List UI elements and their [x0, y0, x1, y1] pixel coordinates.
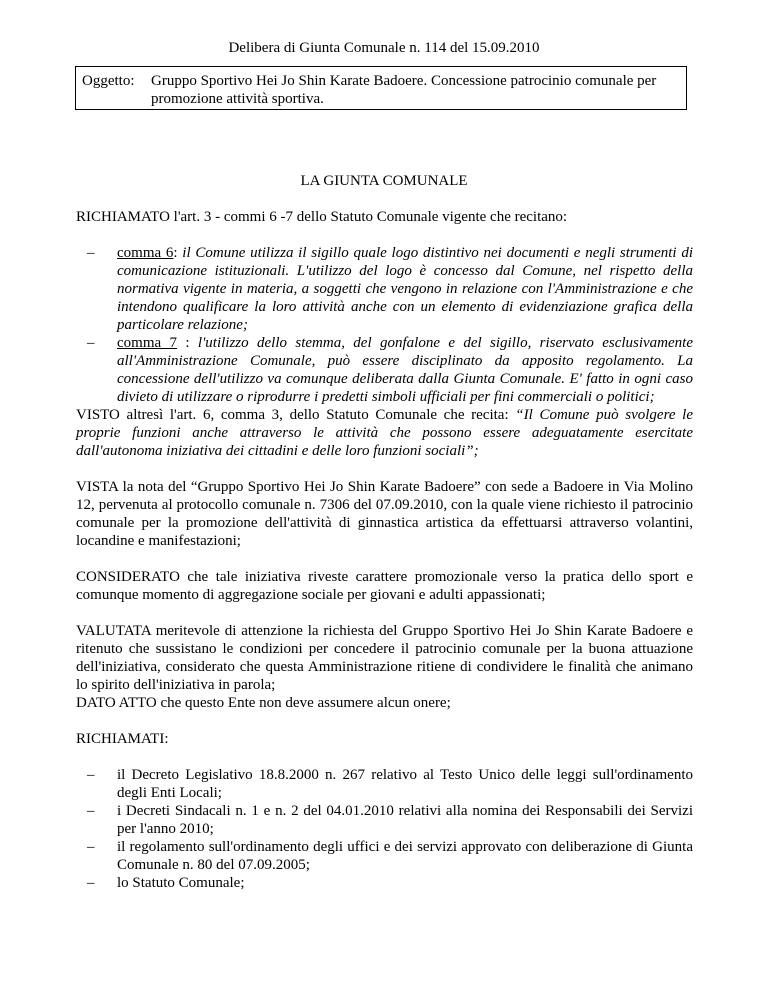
comma-label: comma 6 — [117, 245, 174, 261]
list-item — [87, 766, 693, 802]
paragraph-valutata: VALUTATA meritevole di attenzione la richiesta del Gruppo Sportivo Hei Jo Shin Karate Badoere e ritenuto che sussistano le condizioni per concedere il patrocinio comunale per la buona attuazione dell'iniziativa, considerato che questa Amministrazione ritiene di condividere le finalità che animano lo spirito dell'iniziativa in parola; — [76, 623, 693, 693]
list-item — [87, 838, 693, 874]
dash-bullet: – — [87, 767, 95, 783]
dash-bullet: – — [87, 245, 95, 261]
list-item-text: i Decreti Sindacali n. 1 e n. 2 del 04.01.2010 relativi alla nomina dei Responsabili dei Servizi per l'anno 2010; — [117, 803, 693, 837]
comma-separator: : — [177, 335, 198, 351]
dash-bullet: – — [87, 803, 95, 819]
paragraph-dato-atto: DATO ATTO che questo Ente non deve assumere alcun onere; — [76, 695, 451, 711]
list-item-text: lo Statuto Comunale; — [117, 875, 245, 891]
subject-box — [75, 66, 687, 110]
dash-bullet: – — [87, 839, 95, 855]
visto-quote: “Il Comune può svolgere le proprie funzioni anche attraverso le attività che possono essere adeguatamente esercitate dall'autonoma iniziativa dei cittadini e delle loro funzioni sociali”; — [76, 407, 693, 459]
richiamati-label: RICHIAMATI: — [76, 731, 169, 747]
comma-text: il Comune utilizza il sigillo quale logo distintivo nei documenti e negli strumenti di comunicazione istituzionali. L'utilizzo del logo è concesso dal Comune, nel rispetto della normativa vigente in materia, a soggetti che vengono in relazione con l'Amministrazione e che intendono qualificare la loro attività anche con un elemento di evidenziazione grafica della particolare relazione; — [117, 245, 693, 333]
list-item-text: il Decreto Legislativo 18.8.2000 n. 267 relativo al Testo Unico delle leggi sull'ordinamento degli Enti Locali; — [117, 767, 693, 801]
list-item — [87, 334, 693, 406]
document-header: Delibera di Giunta Comunale n. 114 del 15.09.2010 — [228, 40, 540, 56]
section-title: LA GIUNTA COMUNALE — [300, 173, 468, 189]
paragraph-vista: VISTA la nota del “Gruppo Sportivo Hei Jo Shin Karate Badoere” con sede a Badoere in Via Molino 12, pervenuta al protocollo comunale n. 7306 del 07.09.2010, con la quale viene richiesto il patrocinio comunale per la promozione dell'attività di ginnastica artistica da effettuarsi attraverso volantini, locandine e manifestazioni; — [76, 479, 693, 549]
list-item-text: il regolamento sull'ordinamento degli uffici e dei servizi approvato con deliberazione di Giunta Comunale n. 80 del 07.09.2005; — [117, 839, 693, 873]
list-item — [87, 244, 693, 334]
list-item — [87, 874, 693, 892]
comma-separator: : — [173, 245, 183, 261]
comma-text: l'utilizzo dello stemma, del gonfalone e del sigillo, riservato esclusivamente all'Amministrazione Comunale, può essere disciplinato da apposito regolamento. La concessione dell'utilizzo va comunque deliberata dalla Giunta Comunale. E' fatto in ogni caso divieto di utilizzare o riprodurre i predetti simboli ufficiali per fini commerciali o politici; — [117, 335, 694, 405]
visto-lead: VISTO altresì l'art. 6, comma 3, dello Statuto Comunale che recita: — [76, 407, 516, 423]
subject-label: Oggetto: — [82, 73, 135, 89]
commi-list — [87, 244, 693, 406]
subject-text: Gruppo Sportivo Hei Jo Shin Karate Badoere. Concessione patrocinio comunale per promozione attività sportiva. — [151, 73, 657, 107]
dash-bullet: – — [87, 335, 95, 351]
dash-bullet: – — [87, 875, 95, 891]
list-item — [87, 802, 693, 838]
paragraph-visto — [76, 406, 693, 460]
paragraph-richiamato: RICHIAMATO l'art. 3 - commi 6 -7 dello Statuto Comunale vigente che recitano: — [76, 209, 568, 225]
paragraph-considerato: CONSIDERATO che tale iniziativa riveste carattere promozionale verso la pratica dello sport e comunque momento di aggregazione sociale per giovani e adulti appassionati; — [76, 569, 693, 603]
comma-label: comma 7 — [117, 335, 178, 351]
richiamati-list — [87, 766, 693, 892]
